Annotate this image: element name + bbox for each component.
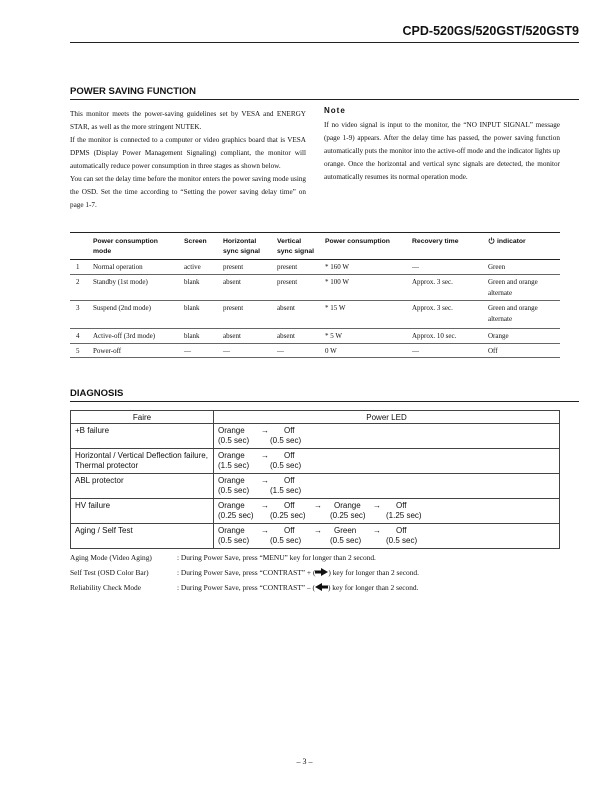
led-color: Orange bbox=[218, 451, 245, 460]
led-color: Orange bbox=[218, 526, 245, 535]
led-duration: (0.5 sec) bbox=[218, 486, 250, 495]
cell-screen: blank bbox=[184, 304, 200, 312]
led-color: Orange bbox=[218, 501, 245, 510]
test-mode-instruction bbox=[177, 565, 419, 580]
failure-name: HV failure bbox=[71, 499, 214, 524]
led-duration: (0.5 sec) bbox=[270, 536, 302, 545]
power-table-row bbox=[70, 275, 560, 301]
test-mode-instruction bbox=[177, 550, 376, 565]
led-duration: (0.5 sec) bbox=[218, 536, 250, 545]
cell-screen: active bbox=[184, 263, 201, 271]
failure-name: Horizontal / Vertical Deflection failure, Thermal protector bbox=[71, 449, 214, 474]
led-sequence bbox=[214, 474, 560, 499]
cell-mode: Standby (1st mode) bbox=[93, 278, 148, 286]
cell-indicator: Off bbox=[488, 347, 498, 355]
led-duration: (0.5 sec) bbox=[270, 436, 302, 445]
header-indicator: indicator bbox=[488, 237, 560, 247]
cell-vsync: present bbox=[277, 263, 298, 271]
left-arrow-icon bbox=[315, 581, 328, 589]
power-icon bbox=[488, 237, 495, 244]
cell-vsync: present bbox=[277, 278, 298, 286]
cell-power: * 100 W bbox=[325, 278, 349, 286]
cell-hsync: absent bbox=[223, 278, 241, 286]
led-duration: (1.25 sec) bbox=[386, 511, 422, 520]
failure-name: +B failure bbox=[71, 424, 214, 449]
test-mode-row bbox=[70, 580, 570, 595]
led-color: Off bbox=[284, 451, 295, 460]
intro-paragraph: This monitor meets the power-saving guidelines set by VESA and ENERGY STAR, as well as the more stringent NUTEK. bbox=[70, 110, 306, 131]
cell-num: 5 bbox=[76, 347, 80, 355]
led-color: Orange bbox=[218, 426, 245, 435]
test-modes bbox=[70, 550, 570, 595]
led-color: Off bbox=[284, 476, 295, 485]
cell-indicator: Green and orange alternate bbox=[488, 278, 538, 297]
cell-hsync: absent bbox=[223, 332, 241, 340]
power-table-header bbox=[70, 232, 560, 260]
transition-arrow: → bbox=[373, 526, 381, 535]
header-mode: Power consumption mode bbox=[93, 238, 158, 255]
diagnosis-title: DIAGNOSIS bbox=[70, 388, 124, 399]
cell-screen: — bbox=[184, 347, 191, 355]
cell-mode: Normal operation bbox=[93, 263, 143, 271]
cell-num: 2 bbox=[76, 278, 80, 286]
instruction-text: ) key for longer than 2 second. bbox=[328, 568, 419, 577]
header-vsync: Vertical sync signal bbox=[277, 238, 315, 255]
cell-mode: Suspend (2nd mode) bbox=[93, 304, 151, 312]
cell-hsync: present bbox=[223, 304, 244, 312]
instruction-text: ) key for longer than 2 second. bbox=[327, 583, 419, 592]
cell-power: * 5 W bbox=[325, 332, 342, 340]
led-color: Off bbox=[396, 526, 407, 535]
diagnosis-row bbox=[71, 499, 560, 524]
cell-mode: Active-off (3rd mode) bbox=[93, 332, 156, 340]
led-duration: (0.5 sec) bbox=[386, 536, 418, 545]
cell-num: 3 bbox=[76, 304, 80, 312]
test-mode-row bbox=[70, 550, 570, 565]
transition-arrow: → bbox=[373, 501, 381, 510]
led-color: Off bbox=[284, 426, 295, 435]
failure-name: ABL protector bbox=[71, 474, 214, 499]
transition-arrow: → bbox=[314, 526, 322, 535]
power-saving-title: POWER SAVING FUNCTION bbox=[70, 86, 196, 97]
led-color: Orange bbox=[334, 501, 361, 510]
transition-arrow: → bbox=[261, 451, 269, 460]
cell-power: 0 W bbox=[325, 347, 337, 355]
power-table-row bbox=[70, 329, 560, 344]
note-text: If no video signal is input to the monitor, the “NO INPUT SIGNAL” message (page 1-9) appears. After the delay time has passed, the power saving function automatically puts the monitor into the active-off mode and the indicator lights up orange. Once the horizontal and vertical sync signals are detected, the monitor automatically resumes its normal operation mode. bbox=[324, 121, 560, 181]
diagnosis-row bbox=[71, 474, 560, 499]
led-duration: (0.5 sec) bbox=[218, 436, 250, 445]
led-duration: (0.5 sec) bbox=[330, 536, 362, 545]
cell-recovery: — bbox=[412, 347, 419, 355]
cell-num: 4 bbox=[76, 332, 80, 340]
led-sequence bbox=[214, 499, 560, 524]
instruction-text: : During Power Save, press “MENU” key for longer than 2 second. bbox=[177, 553, 376, 562]
cell-vsync: — bbox=[277, 347, 284, 355]
transition-arrow: → bbox=[261, 476, 269, 485]
diagnosis-row bbox=[71, 449, 560, 474]
transition-arrow: → bbox=[314, 501, 322, 510]
led-color: Off bbox=[284, 526, 295, 535]
led-duration: (0.25 sec) bbox=[330, 511, 366, 520]
page-number: – 3 – bbox=[296, 757, 313, 766]
test-mode-row bbox=[70, 565, 570, 580]
cell-indicator: Green bbox=[488, 263, 506, 271]
intro-paragraph: You can set the delay time before the monitor enters the power saving mode using the OSD. Set the time according to “Setting the power saving delay time” on page 1-7. bbox=[70, 175, 307, 209]
header-rule bbox=[70, 42, 579, 43]
cell-indicator: Green and orange alternate bbox=[488, 304, 538, 323]
led-color: Off bbox=[284, 501, 295, 510]
cell-vsync: absent bbox=[277, 332, 295, 340]
transition-arrow: → bbox=[261, 426, 269, 435]
test-mode-label: Aging Mode (Video Aging) bbox=[70, 553, 152, 562]
instruction-text: : During Power Save, press “CONTRAST” – ( bbox=[177, 583, 315, 592]
led-duration: (0.25 sec) bbox=[270, 511, 306, 520]
transition-arrow: → bbox=[261, 501, 269, 510]
cell-hsync: present bbox=[223, 263, 244, 271]
cell-power: * 160 W bbox=[325, 263, 349, 271]
model-number: CPD-520GS/520GST/520GST9 bbox=[402, 24, 579, 38]
failure-column-header: Faire bbox=[71, 411, 214, 424]
diagnosis-table bbox=[70, 410, 560, 549]
cell-vsync: absent bbox=[277, 304, 295, 312]
cell-power: * 15 W bbox=[325, 304, 346, 312]
cell-recovery: — bbox=[412, 263, 419, 271]
power-mode-table bbox=[70, 232, 560, 358]
cell-screen: blank bbox=[184, 332, 200, 340]
header-recovery: Recovery time bbox=[412, 238, 459, 245]
power-table-row bbox=[70, 344, 560, 358]
header-hsync: Horizontal sync signal bbox=[223, 238, 261, 255]
cell-recovery: Approx. 3 sec. bbox=[412, 304, 453, 312]
power-table-row bbox=[70, 260, 560, 275]
failure-name: Aging / Self Test bbox=[71, 524, 214, 549]
test-mode-instruction bbox=[177, 580, 418, 595]
power-table-row bbox=[70, 301, 560, 329]
transition-arrow: → bbox=[261, 526, 269, 535]
cell-recovery: Approx. 3 sec. bbox=[412, 278, 453, 286]
test-mode-label: Reliability Check Mode bbox=[70, 583, 142, 592]
instruction-text: : During Power Save, press “CONTRAST” + ( bbox=[177, 568, 316, 577]
note-box bbox=[324, 104, 560, 184]
right-arrow-icon bbox=[315, 566, 328, 574]
led-duration: (1.5 sec) bbox=[218, 461, 250, 470]
note-title: Note bbox=[324, 106, 346, 115]
led-color: Orange bbox=[218, 476, 245, 485]
diagnosis-row bbox=[71, 424, 560, 449]
test-mode-label: Self Test (OSD Color Bar) bbox=[70, 568, 149, 577]
diagnosis-row bbox=[71, 524, 560, 549]
intro-paragraph: If the monitor is connected to a computer or video graphics board that is VESA DPMS (Display Power Management Signaling) compliant, the monitor will automatically reduce power consumption in three stages as shown below. bbox=[70, 136, 306, 170]
led-color: Off bbox=[396, 501, 407, 510]
led-sequence bbox=[214, 449, 560, 474]
cell-recovery: Approx. 10 sec. bbox=[412, 332, 457, 340]
power-saving-rule bbox=[70, 99, 579, 100]
led-sequence bbox=[214, 424, 560, 449]
led-duration: (0.25 sec) bbox=[218, 511, 254, 520]
cell-mode: Power-off bbox=[93, 347, 122, 355]
cell-num: 1 bbox=[76, 263, 80, 271]
led-duration: (1.5 sec) bbox=[270, 486, 302, 495]
cell-screen: blank bbox=[184, 278, 200, 286]
power-saving-intro bbox=[70, 108, 306, 212]
led-duration: (0.5 sec) bbox=[270, 461, 302, 470]
header-power: Power consumption bbox=[325, 238, 390, 245]
header-screen: Screen bbox=[184, 238, 207, 245]
cell-hsync: — bbox=[223, 347, 230, 355]
led-color: Green bbox=[334, 526, 357, 535]
diagnosis-rule bbox=[70, 401, 579, 402]
led-sequence bbox=[214, 524, 560, 549]
cell-indicator: Orange bbox=[488, 332, 509, 340]
power-led-column-header: Power LED bbox=[214, 411, 560, 424]
